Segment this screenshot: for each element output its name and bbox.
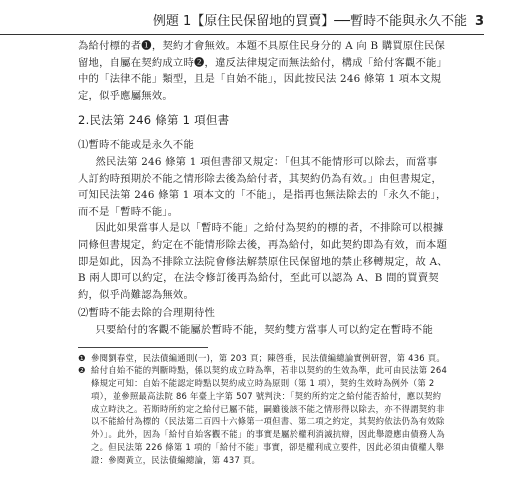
footnote-divider [78, 347, 208, 348]
body-text [78, 38, 448, 467]
footnote-2-text: 給付自始不能的判斷時點，係以契約成立時為準，若非以契約的生效為準，此可由民法第 264 條規定可知：自始不能認定時點以契約成立時為原則（第 1 項），契約生效時為例外（第 2 項），並參照最高法院 86 年臺上字第 507 號判決：「契約所約定之給付能否給付，應以契約成立時決之。若斯時所約定之給付已屬不能，嗣雖後該不能之情形得以除去，亦不得謂契約非以不能給付為標的（民法第二百四十六條第一項但書、第二項之約定，其契約依法仍為有效除外）」。此外，因為「給付自始客觀不能」的事實是屬於權利消滅抗辯，因此舉證應由債務人為之。但民法第 226 條第 1 項的「給付不能」事實，卻是權利成立要件，因此必須由債權人舉證：參閱黃立，民法債編總論，第 437 頁。 [91, 365, 448, 465]
paragraph-2: 然民法第 246 條第 1 項但書卻又規定：「但其不能情形可以除去，而當事人訂約時預期於不能之情形除去後為給付者，其契約仍為有效。」由但書規定，可知民法第 246 條第 1 項本文的「不能」，是指再也無法除去的「永久不能」，而不是「暫時不能」。 [78, 155, 447, 218]
section-heading: 2.民法第 246 條第 1 項但書 [78, 113, 230, 128]
footnote-1 [78, 352, 448, 365]
running-header [0, 12, 484, 35]
paragraph-3: 因此如果當事人是以「暫時不能」之給付為契約的標的者，不排除可以根據同條但書規定，約定在不能情形除去後，再為給付，如此契約即為有效，而本題即是如此，因為不排除立法院會修法解禁原住民保留地的禁止移轉規定，故 A、B 兩人即可以約定，在法令修訂後再為給付，至此可以認為 A、B 間的買賣契約，似乎尚難認為無效。 [78, 222, 448, 301]
footnote-1-mark: ❶ [78, 352, 86, 363]
paragraph-4: 只要給付的客觀不能屬於暫時不能，契約雙方當事人可以約定在暫時不能 [95, 323, 433, 336]
paragraph-1: 為給付標的者❶，契約才會無效。本題不具原住民身分的 A 向 B 購買原住民保留地，自屬在契約成立時❷，違反法律規定而無法給付，構成「給付客觀不能」中的「法律不能」類型，且是「自始不能」，因此按民法 246 條第 1 項本文規定，似乎應屬無效。 [78, 40, 448, 102]
subheading-1: ⑴暫時不能或是永久不能 [78, 139, 195, 152]
subheading-2: ⑵暫時不能去除的合理期待性 [78, 307, 216, 320]
footnote-1-text: 參閱劉春堂，民法債編通則(一)，第 203 頁；陳啓垂，民法債編總論實例研習，第 436 頁。 [91, 352, 446, 363]
footnote-2-mark: ❷ [78, 365, 86, 376]
page-number: 3 [474, 14, 484, 29]
header-title: 例題 1【原住民保留地的買賣】──暫時不能與永久不能 [152, 14, 467, 29]
footnote-2 [78, 364, 448, 466]
